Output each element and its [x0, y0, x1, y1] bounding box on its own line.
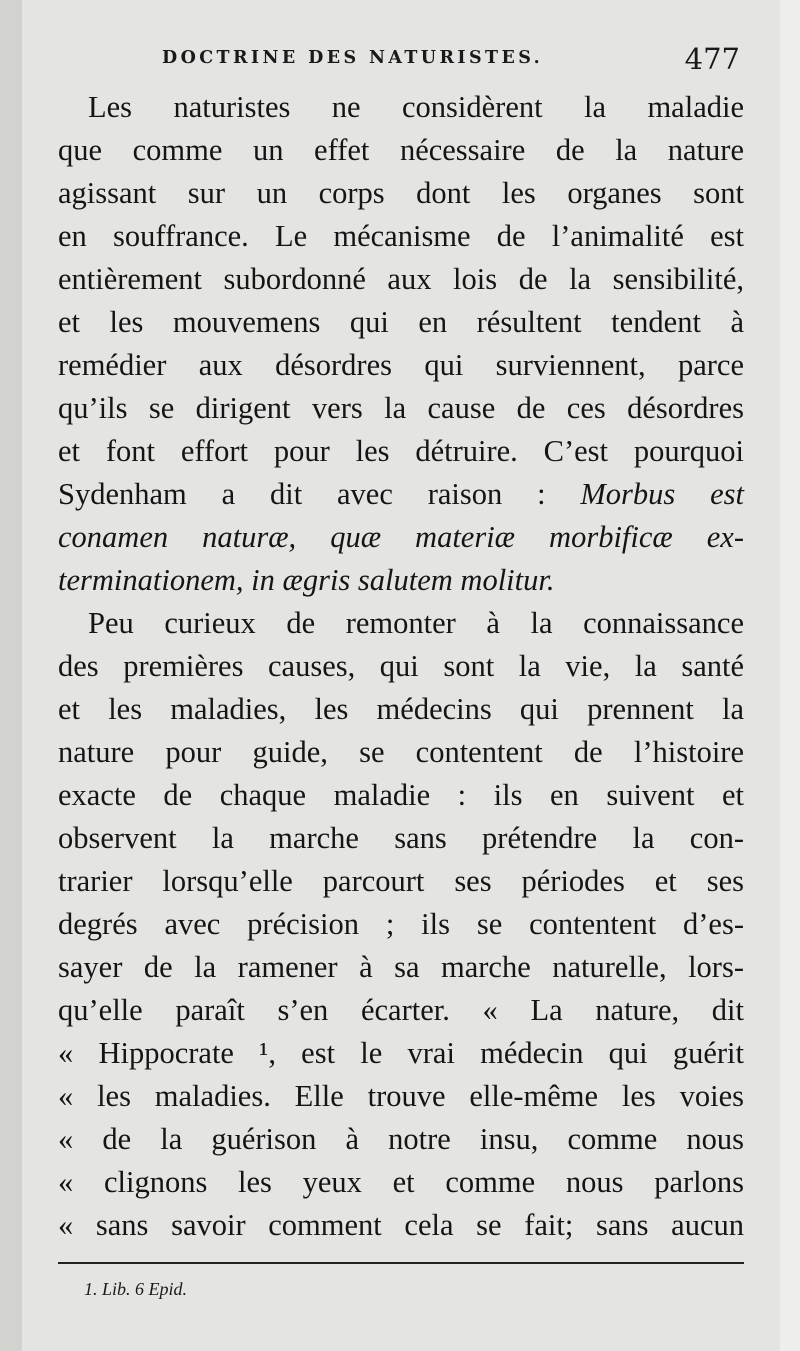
- page-gutter-shadow: [0, 0, 22, 1351]
- text-line: en souffrance. Le mécanisme de l’animalité est: [58, 219, 744, 253]
- latin-quotation: Morbus est: [580, 477, 745, 511]
- footnote: 1. Lib. 6 Epid.: [84, 1279, 188, 1299]
- text-line-mixed: [58, 473, 744, 516]
- text-line: trarier lorsqu’elle parcourt ses périodes et ses: [58, 864, 744, 898]
- text-line: des premières causes, qui sont la vie, la santé: [58, 649, 744, 683]
- text-line: « clignons les yeux et comme nous parlons: [58, 1165, 744, 1199]
- text-line: exacte de chaque maladie : ils en suivent et: [58, 778, 744, 812]
- text-line: degrés avec précision ; ils se contentent d’es-: [58, 907, 744, 941]
- text-line: et les mouvemens qui en résultent tendent à: [58, 305, 744, 339]
- running-title: DOCTRINE DES NATURISTES.: [162, 48, 544, 68]
- text-line: « Hippocrate ¹, est le vrai médecin qui guérit: [58, 1036, 744, 1070]
- text-line: « de la guérison à notre insu, comme nous: [58, 1122, 744, 1156]
- text-line: Peu curieux de remonter à la connaissance: [88, 606, 744, 640]
- text-line: entièrement subordonné aux lois de la sensibilité,: [58, 262, 744, 296]
- text-line: observent la marche sans prétendre la con-: [58, 821, 744, 855]
- text-line: qu’elle paraît s’en écarter. « La nature, dit: [58, 993, 744, 1027]
- text-line: « sans savoir comment cela se fait; sans aucun: [58, 1208, 744, 1242]
- text-line-roman: Sydenham a dit avec raison :: [58, 477, 546, 511]
- text-line: et font effort pour les détruire. C’est pourquoi: [58, 434, 744, 468]
- text-line: nature pour guide, se contentent de l’histoire: [58, 735, 744, 769]
- text-line: sayer de la ramener à sa marche naturelle, lors-: [58, 950, 744, 984]
- text-line: qu’ils se dirigent vers la cause de ces désordres: [58, 391, 744, 425]
- latin-quotation-line: terminationem, in ægris salutem molitur.: [58, 563, 555, 597]
- latin-quotation-line: conamen naturæ, quæ materiæ morbificæ ex-: [58, 520, 744, 554]
- body-text: [58, 86, 744, 1247]
- text-line: Les naturistes ne considèrent la maladie: [88, 90, 744, 124]
- text-line: et les maladies, les médecins qui prennent la: [58, 692, 744, 726]
- running-head: [60, 38, 748, 82]
- text-line: agissant sur un corps dont les organes sont: [58, 176, 744, 210]
- text-line: remédier aux désordres qui surviennent, parce: [58, 348, 744, 382]
- text-line: « les maladies. Elle trouve elle-même les voies: [58, 1079, 744, 1113]
- page-number: 477: [684, 42, 740, 76]
- text-line: que comme un effet nécessaire de la nature: [58, 133, 744, 167]
- footnote-rule: [58, 1262, 744, 1264]
- page-edge: [780, 0, 800, 1351]
